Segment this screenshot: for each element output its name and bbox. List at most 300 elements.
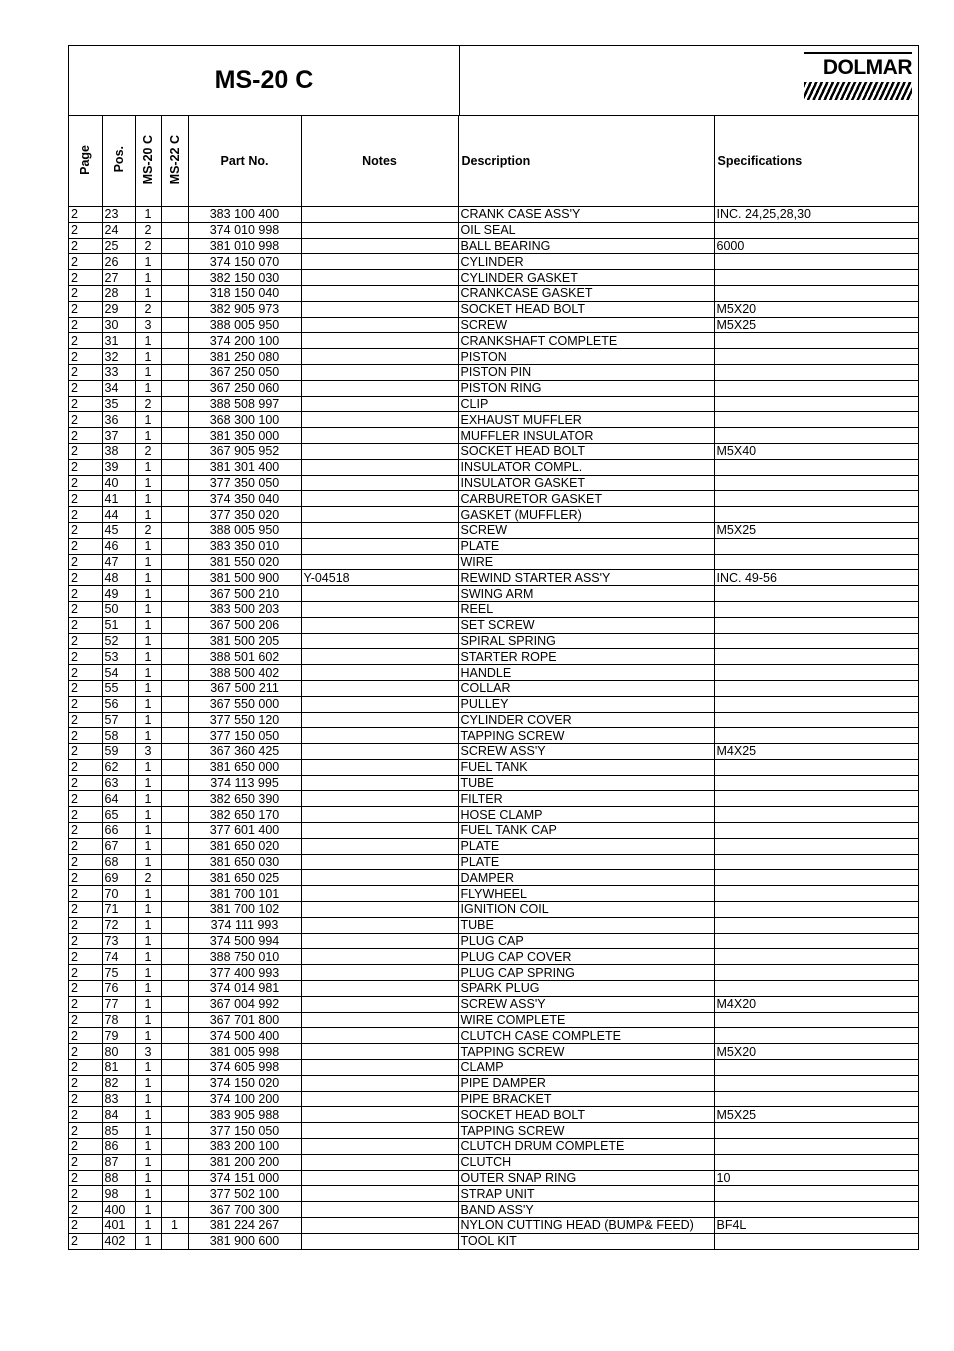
cell-description: PLUG CAP SPRING [458,965,714,981]
cell-qty-ms20: 1 [135,854,161,870]
cell-description: SOCKET HEAD BOLT [458,1107,714,1123]
cell-pos: 81 [102,1060,135,1076]
cell-notes [301,1202,458,1218]
cell-pos: 83 [102,1091,135,1107]
cell-part-no: 381 550 020 [188,554,301,570]
cell-notes [301,380,458,396]
cell-description: SOCKET HEAD BOLT [458,301,714,317]
cell-page: 2 [69,443,102,459]
brand-cell [460,46,918,115]
cell-page: 2 [69,949,102,965]
cell-pos: 71 [102,902,135,918]
cell-qty-ms20: 2 [135,238,161,254]
cell-qty-ms22 [161,222,188,238]
cell-part-no: 367 905 952 [188,443,301,459]
cell-specifications [714,222,918,238]
cell-qty-ms22 [161,981,188,997]
cell-qty-ms22 [161,270,188,286]
cell-specifications [714,791,918,807]
cell-qty-ms20: 1 [135,665,161,681]
cell-notes [301,285,458,301]
cell-pos: 52 [102,633,135,649]
cell-qty-ms22 [161,775,188,791]
cell-page: 2 [69,1170,102,1186]
cell-qty-ms20: 1 [135,759,161,775]
cell-page: 2 [69,744,102,760]
cell-pos: 55 [102,680,135,696]
cell-part-no: 388 005 950 [188,317,301,333]
table-row [69,396,918,412]
cell-page: 2 [69,633,102,649]
cell-specifications [714,428,918,444]
cell-description: OIL SEAL [458,222,714,238]
cell-qty-ms22 [161,364,188,380]
cell-pos: 30 [102,317,135,333]
cell-page: 2 [69,254,102,270]
cell-pos: 37 [102,428,135,444]
cell-description: CLUTCH CASE COMPLETE [458,1028,714,1044]
cell-part-no: 377 550 120 [188,712,301,728]
cell-specifications [714,333,918,349]
cell-notes: Y-04518 [301,570,458,586]
cell-notes [301,1028,458,1044]
cell-page: 2 [69,759,102,775]
cell-page: 2 [69,301,102,317]
cell-notes [301,712,458,728]
table-row [69,586,918,602]
cell-description: DAMPER [458,870,714,886]
cell-specifications [714,649,918,665]
cell-qty-ms22 [161,1139,188,1155]
cell-qty-ms22 [161,917,188,933]
cell-page: 2 [69,933,102,949]
cell-qty-ms20: 1 [135,886,161,902]
cell-pos: 78 [102,1012,135,1028]
cell-specifications [714,696,918,712]
cell-description: INSULATOR GASKET [458,475,714,491]
cell-page: 2 [69,775,102,791]
cell-part-no: 374 605 998 [188,1060,301,1076]
cell-pos: 51 [102,617,135,633]
cell-pos: 70 [102,886,135,902]
table-row [69,238,918,254]
cell-part-no: 381 010 998 [188,238,301,254]
cell-qty-ms20: 1 [135,807,161,823]
table-row [69,1154,918,1170]
cell-specifications [714,1186,918,1202]
table-row [69,349,918,365]
table-row [69,475,918,491]
cell-description: COLLAR [458,680,714,696]
cell-part-no: 383 905 988 [188,1107,301,1123]
model-cell [69,46,460,115]
cell-qty-ms22 [161,933,188,949]
cell-qty-ms20: 1 [135,1218,161,1234]
cell-notes [301,254,458,270]
cell-notes [301,428,458,444]
cell-page: 2 [69,902,102,918]
cell-pos: 36 [102,412,135,428]
cell-notes [301,744,458,760]
cell-pos: 84 [102,1107,135,1123]
cell-pos: 77 [102,996,135,1012]
col-header-description: Description [458,116,714,207]
cell-part-no: 374 100 200 [188,1091,301,1107]
cell-qty-ms22 [161,586,188,602]
col-header-page: Page [69,116,102,207]
cell-notes [301,507,458,523]
table-row [69,854,918,870]
cell-qty-ms22 [161,649,188,665]
cell-qty-ms22 [161,396,188,412]
cell-pos: 46 [102,538,135,554]
cell-specifications [714,1202,918,1218]
cell-page: 2 [69,1218,102,1234]
cell-pos: 72 [102,917,135,933]
cell-part-no: 381 500 900 [188,570,301,586]
cell-qty-ms22 [161,570,188,586]
cell-qty-ms20: 1 [135,1107,161,1123]
cell-pos: 63 [102,775,135,791]
table-row [69,1139,918,1155]
cell-specifications: M5X20 [714,1044,918,1060]
cell-specifications [714,1233,918,1248]
dolmar-logo [804,52,912,100]
cell-part-no: 377 601 400 [188,823,301,839]
cell-qty-ms22 [161,601,188,617]
cell-description: INSULATOR COMPL. [458,459,714,475]
cell-specifications [714,617,918,633]
cell-qty-ms22 [161,333,188,349]
cell-description: CLUTCH DRUM COMPLETE [458,1139,714,1155]
cell-notes [301,1075,458,1091]
cell-qty-ms22 [161,491,188,507]
cell-notes [301,333,458,349]
table-row [69,1233,918,1248]
cell-notes [301,870,458,886]
cell-notes [301,1091,458,1107]
table-row [69,1091,918,1107]
cell-specifications [714,712,918,728]
cell-specifications [714,538,918,554]
cell-page: 2 [69,207,102,223]
cell-qty-ms22 [161,1091,188,1107]
table-row [69,554,918,570]
cell-notes [301,759,458,775]
cell-pos: 33 [102,364,135,380]
table-row [69,965,918,981]
cell-pos: 64 [102,791,135,807]
cell-qty-ms22 [161,1123,188,1139]
table-row [69,443,918,459]
cell-notes [301,238,458,254]
cell-qty-ms22 [161,522,188,538]
cell-page: 2 [69,917,102,933]
cell-description: SCREW ASS'Y [458,996,714,1012]
cell-qty-ms22 [161,1028,188,1044]
cell-pos: 80 [102,1044,135,1060]
cell-description: EXHAUST MUFFLER [458,412,714,428]
cell-part-no: 367 250 050 [188,364,301,380]
cell-part-no: 381 700 102 [188,902,301,918]
cell-page: 2 [69,1107,102,1123]
table-row [69,301,918,317]
cell-part-no: 367 004 992 [188,996,301,1012]
cell-qty-ms20: 1 [135,1060,161,1076]
cell-description: PISTON [458,349,714,365]
cell-notes [301,364,458,380]
cell-part-no: 367 700 300 [188,1202,301,1218]
cell-specifications [714,807,918,823]
table-row [69,1060,918,1076]
cell-qty-ms22 [161,680,188,696]
cell-notes [301,886,458,902]
cell-qty-ms22 [161,459,188,475]
cell-description: PLATE [458,538,714,554]
cell-description: CYLINDER [458,254,714,270]
cell-page: 2 [69,428,102,444]
cell-pos: 27 [102,270,135,286]
cell-qty-ms20: 1 [135,617,161,633]
cell-description: CRANK CASE ASS'Y [458,207,714,223]
cell-qty-ms22 [161,902,188,918]
cell-notes [301,823,458,839]
cell-pos: 73 [102,933,135,949]
cell-specifications [714,1075,918,1091]
cell-qty-ms20: 1 [135,965,161,981]
cell-qty-ms22 [161,1107,188,1123]
cell-description: PLUG CAP [458,933,714,949]
cell-qty-ms20: 2 [135,222,161,238]
table-row [69,791,918,807]
cell-description: TUBE [458,775,714,791]
cell-qty-ms20: 1 [135,1139,161,1155]
cell-pos: 47 [102,554,135,570]
cell-specifications [714,775,918,791]
cell-description: CARBURETOR GASKET [458,491,714,507]
cell-description: WIRE COMPLETE [458,1012,714,1028]
cell-qty-ms20: 1 [135,728,161,744]
table-row [69,380,918,396]
cell-qty-ms20: 1 [135,1091,161,1107]
table-row [69,665,918,681]
cell-qty-ms20: 1 [135,1202,161,1218]
cell-part-no: 374 200 100 [188,333,301,349]
cell-notes [301,1044,458,1060]
table-row [69,680,918,696]
cell-specifications: BF4L [714,1218,918,1234]
cell-specifications [714,475,918,491]
cell-specifications: 10 [714,1170,918,1186]
cell-pos: 39 [102,459,135,475]
cell-specifications [714,728,918,744]
table-row [69,317,918,333]
table-row [69,222,918,238]
cell-notes [301,617,458,633]
cell-part-no: 377 150 050 [188,728,301,744]
cell-notes [301,775,458,791]
cell-qty-ms22 [161,1012,188,1028]
table-row [69,207,918,223]
cell-qty-ms22 [161,301,188,317]
col-header-part-no: Part No. [188,116,301,207]
cell-part-no: 388 005 950 [188,522,301,538]
table-row [69,364,918,380]
cell-qty-ms22 [161,428,188,444]
cell-page: 2 [69,507,102,523]
cell-page: 2 [69,238,102,254]
table-row [69,696,918,712]
cell-qty-ms22 [161,886,188,902]
cell-pos: 79 [102,1028,135,1044]
cell-part-no: 382 650 390 [188,791,301,807]
cell-part-no: 374 350 040 [188,491,301,507]
cell-page: 2 [69,1186,102,1202]
cell-qty-ms22 [161,1186,188,1202]
cell-part-no: 381 350 000 [188,428,301,444]
cell-specifications [714,902,918,918]
cell-description: SWING ARM [458,586,714,602]
cell-pos: 45 [102,522,135,538]
cell-description: SPIRAL SPRING [458,633,714,649]
table-row [69,917,918,933]
cell-qty-ms22 [161,996,188,1012]
cell-page: 2 [69,1154,102,1170]
cell-specifications [714,270,918,286]
table-row [69,633,918,649]
cell-pos: 28 [102,285,135,301]
cell-description: SCREW ASS'Y [458,744,714,760]
cell-notes [301,649,458,665]
cell-description: TOOL KIT [458,1233,714,1248]
cell-specifications [714,349,918,365]
cell-pos: 67 [102,838,135,854]
cell-description: HANDLE [458,665,714,681]
cell-description: SPARK PLUG [458,981,714,997]
cell-specifications [714,680,918,696]
cell-specifications [714,380,918,396]
cell-part-no: 381 500 205 [188,633,301,649]
cell-part-no: 374 500 994 [188,933,301,949]
cell-pos: 75 [102,965,135,981]
cell-qty-ms22 [161,823,188,839]
cell-specifications [714,886,918,902]
table-row [69,538,918,554]
cell-qty-ms20: 1 [135,633,161,649]
cell-part-no: 374 151 000 [188,1170,301,1186]
cell-description: SCREW [458,317,714,333]
cell-specifications: INC. 49-56 [714,570,918,586]
cell-part-no: 381 650 025 [188,870,301,886]
cell-qty-ms20: 1 [135,285,161,301]
cell-page: 2 [69,1123,102,1139]
cell-description: CYLINDER COVER [458,712,714,728]
cell-page: 2 [69,728,102,744]
cell-pos: 25 [102,238,135,254]
table-row [69,1044,918,1060]
cell-part-no: 381 224 267 [188,1218,301,1234]
cell-page: 2 [69,570,102,586]
cell-specifications [714,665,918,681]
cell-part-no: 368 300 100 [188,412,301,428]
cell-notes [301,270,458,286]
cell-qty-ms20: 1 [135,380,161,396]
cell-notes [301,949,458,965]
cell-qty-ms22 [161,696,188,712]
table-row [69,333,918,349]
cell-description: GASKET (MUFFLER) [458,507,714,523]
cell-qty-ms20: 1 [135,333,161,349]
cell-part-no: 388 508 997 [188,396,301,412]
cell-notes [301,459,458,475]
cell-notes [301,1154,458,1170]
table-row [69,1123,918,1139]
cell-qty-ms22 [161,412,188,428]
cell-page: 2 [69,965,102,981]
cell-qty-ms20: 1 [135,491,161,507]
cell-notes [301,807,458,823]
cell-description: HOSE CLAMP [458,807,714,823]
cell-qty-ms20: 1 [135,254,161,270]
cell-part-no: 382 150 030 [188,270,301,286]
cell-qty-ms20: 1 [135,838,161,854]
cell-description: NYLON CUTTING HEAD (BUMP& FEED) [458,1218,714,1234]
cell-notes [301,1060,458,1076]
cell-qty-ms20: 2 [135,522,161,538]
cell-specifications [714,949,918,965]
cell-specifications [714,554,918,570]
cell-qty-ms20: 1 [135,949,161,965]
cell-qty-ms22 [161,1060,188,1076]
cell-part-no: 383 200 100 [188,1139,301,1155]
cell-specifications [714,1060,918,1076]
table-row [69,744,918,760]
table-row [69,996,918,1012]
cell-notes [301,933,458,949]
cell-description: FUEL TANK [458,759,714,775]
cell-qty-ms20: 3 [135,1044,161,1060]
cell-pos: 44 [102,507,135,523]
cell-qty-ms22 [161,744,188,760]
cell-part-no: 367 550 000 [188,696,301,712]
table-row [69,870,918,886]
cell-specifications [714,1028,918,1044]
cell-notes [301,854,458,870]
cell-page: 2 [69,1075,102,1091]
cell-qty-ms20: 1 [135,475,161,491]
cell-notes [301,554,458,570]
table-row [69,728,918,744]
cell-qty-ms20: 1 [135,570,161,586]
cell-page: 2 [69,680,102,696]
cell-description: TAPPING SCREW [458,1123,714,1139]
cell-pos: 59 [102,744,135,760]
table-row [69,949,918,965]
cell-part-no: 383 100 400 [188,207,301,223]
cell-notes [301,1107,458,1123]
cell-pos: 85 [102,1123,135,1139]
cell-pos: 41 [102,491,135,507]
cell-page: 2 [69,696,102,712]
table-row [69,838,918,854]
cell-specifications [714,854,918,870]
cell-description: PLUG CAP COVER [458,949,714,965]
cell-qty-ms22 [161,443,188,459]
cell-description: SCREW [458,522,714,538]
cell-page: 2 [69,1028,102,1044]
cell-qty-ms20: 1 [135,507,161,523]
cell-part-no: 381 005 998 [188,1044,301,1060]
